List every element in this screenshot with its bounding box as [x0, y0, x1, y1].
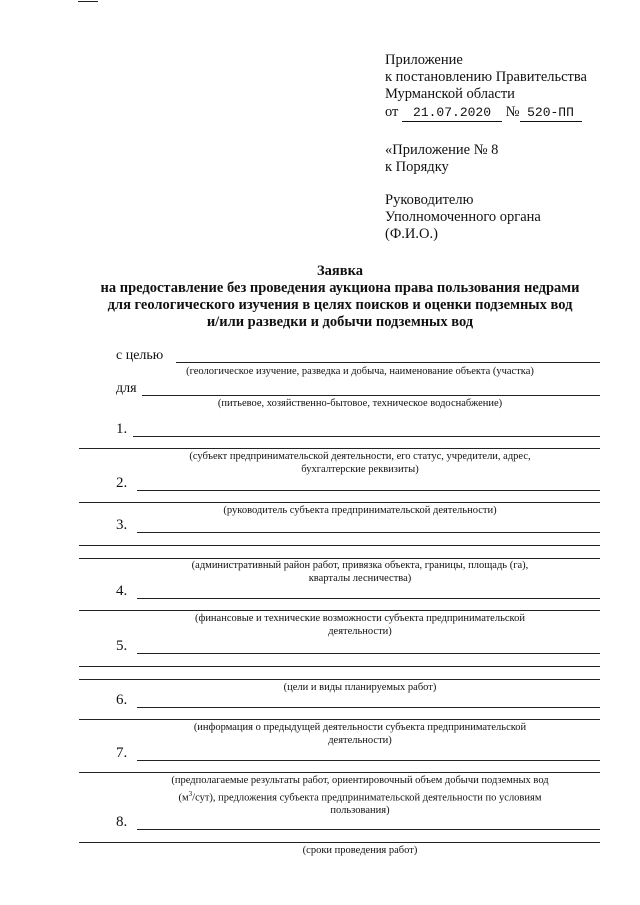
- header-region: Мурманской области: [385, 86, 515, 102]
- doc-title: Заявка: [317, 263, 363, 279]
- for-label: для: [116, 381, 137, 396]
- item-1-field-full[interactable]: [79, 448, 600, 449]
- doc-subtitle-2: для геологического изучения в целях поисков и оценки подземных вод: [107, 297, 573, 313]
- item-4-caption-line2: деятельности): [328, 625, 392, 637]
- item-5-field-full-a[interactable]: [79, 666, 600, 667]
- item-2-caption: (руководитель субъекта предпринимательской деятельности): [223, 505, 497, 516]
- item-1-caption-line1: (субъект предпринимательской деятельности, его статус, учредители, адрес,: [189, 451, 531, 462]
- item-6-caption: [120, 722, 600, 747]
- item-7-caption-line3: пользования): [330, 804, 390, 816]
- item-number-6: 6.: [116, 692, 128, 708]
- item-number-5: 5.: [116, 638, 128, 654]
- header-appendix-number: «Приложение № 8: [385, 142, 499, 158]
- item-7-field[interactable]: [137, 760, 600, 761]
- item-number-4: 4.: [116, 583, 128, 599]
- item-3-field-full-a[interactable]: [79, 545, 600, 546]
- header-date-number: [385, 104, 582, 122]
- item-8-field-full[interactable]: [79, 842, 600, 843]
- purpose-label: с целью: [116, 348, 164, 363]
- item-4-field[interactable]: [137, 598, 600, 599]
- item-3-field[interactable]: [137, 532, 600, 533]
- item-8-field[interactable]: [137, 829, 600, 830]
- doc-subtitle-1: на предоставление без проведения аукциона права пользования недрами: [100, 280, 580, 296]
- for-field[interactable]: [142, 395, 600, 396]
- date-prefix: от: [385, 104, 399, 120]
- item-3-caption: [120, 560, 600, 585]
- item-6-field[interactable]: [137, 707, 600, 708]
- item-5-caption: (цели и виды планируемых работ): [283, 682, 437, 693]
- item-number-3: 3.: [116, 517, 128, 533]
- item-3-caption-line2: кварталы лесничества): [308, 572, 412, 584]
- header-resolution: к постановлению Правительства: [385, 69, 587, 85]
- number-value: 520-ПП: [520, 104, 582, 122]
- purpose-field[interactable]: [176, 362, 600, 363]
- addressee-line1: Руководителю: [385, 192, 474, 208]
- item-7-caption-line2: $(м^3/сут)$, предложения субъекта предпринимательской деятельности по условиям: [178, 789, 542, 803]
- date-value: 21.07.2020: [402, 104, 502, 122]
- item-2-field[interactable]: [137, 490, 600, 491]
- item-4-caption: [120, 613, 600, 638]
- item-1-field[interactable]: [133, 436, 600, 437]
- item-7-caption-line1: (предполагаемые результаты работ, ориентировочный объем добычи подземных вод: [171, 775, 549, 786]
- item-4-caption-line1: (финансовые и технические возможности субъекта предпринимательской: [195, 613, 525, 624]
- item-2-field-full[interactable]: [79, 502, 600, 503]
- header-appendix: Приложение: [385, 52, 463, 68]
- item-8-caption: (сроки проведения работ): [302, 845, 418, 856]
- item-3-caption-line1: (административный район работ, привязка объекта, границы, площадь (га),: [191, 560, 529, 571]
- item-1-caption: [120, 451, 600, 476]
- number-sign: №: [505, 104, 520, 120]
- item-6-field-full[interactable]: [79, 719, 600, 720]
- scan-artifact: [78, 1, 98, 2]
- item-4-field-full[interactable]: [79, 610, 600, 611]
- header-to-order: к Порядку: [385, 159, 449, 175]
- for-caption: (питьевое, хозяйственно-бытовое, техническое водоснабжение): [217, 398, 503, 409]
- item-number-2: 2.: [116, 475, 128, 491]
- item-number-7: 7.: [116, 745, 128, 761]
- item-7-field-full[interactable]: [79, 772, 600, 773]
- item-6-caption-line1: (информация о предыдущей деятельности субъекта предпринимательской: [193, 722, 527, 733]
- item-6-caption-line2: деятельности): [328, 734, 392, 746]
- doc-subtitle-3: и/или разведки и добычи подземных вод: [206, 314, 474, 330]
- item-5-field[interactable]: [137, 653, 600, 654]
- item-7-caption: [110, 775, 610, 817]
- item-1-caption-line2: бухгалтерские реквизиты): [301, 463, 419, 475]
- addressee-line3: (Ф.И.О.): [385, 226, 438, 242]
- addressee-line2: Уполномоченного органа: [385, 209, 541, 225]
- item-3-field-full-b[interactable]: [79, 558, 600, 559]
- item-5-field-full-b[interactable]: [79, 679, 600, 680]
- item-number-1: 1.: [116, 421, 128, 437]
- item-number-8: 8.: [116, 814, 128, 830]
- purpose-caption: (геологическое изучение, разведка и добыча, наименование объекта (участка): [186, 366, 534, 377]
